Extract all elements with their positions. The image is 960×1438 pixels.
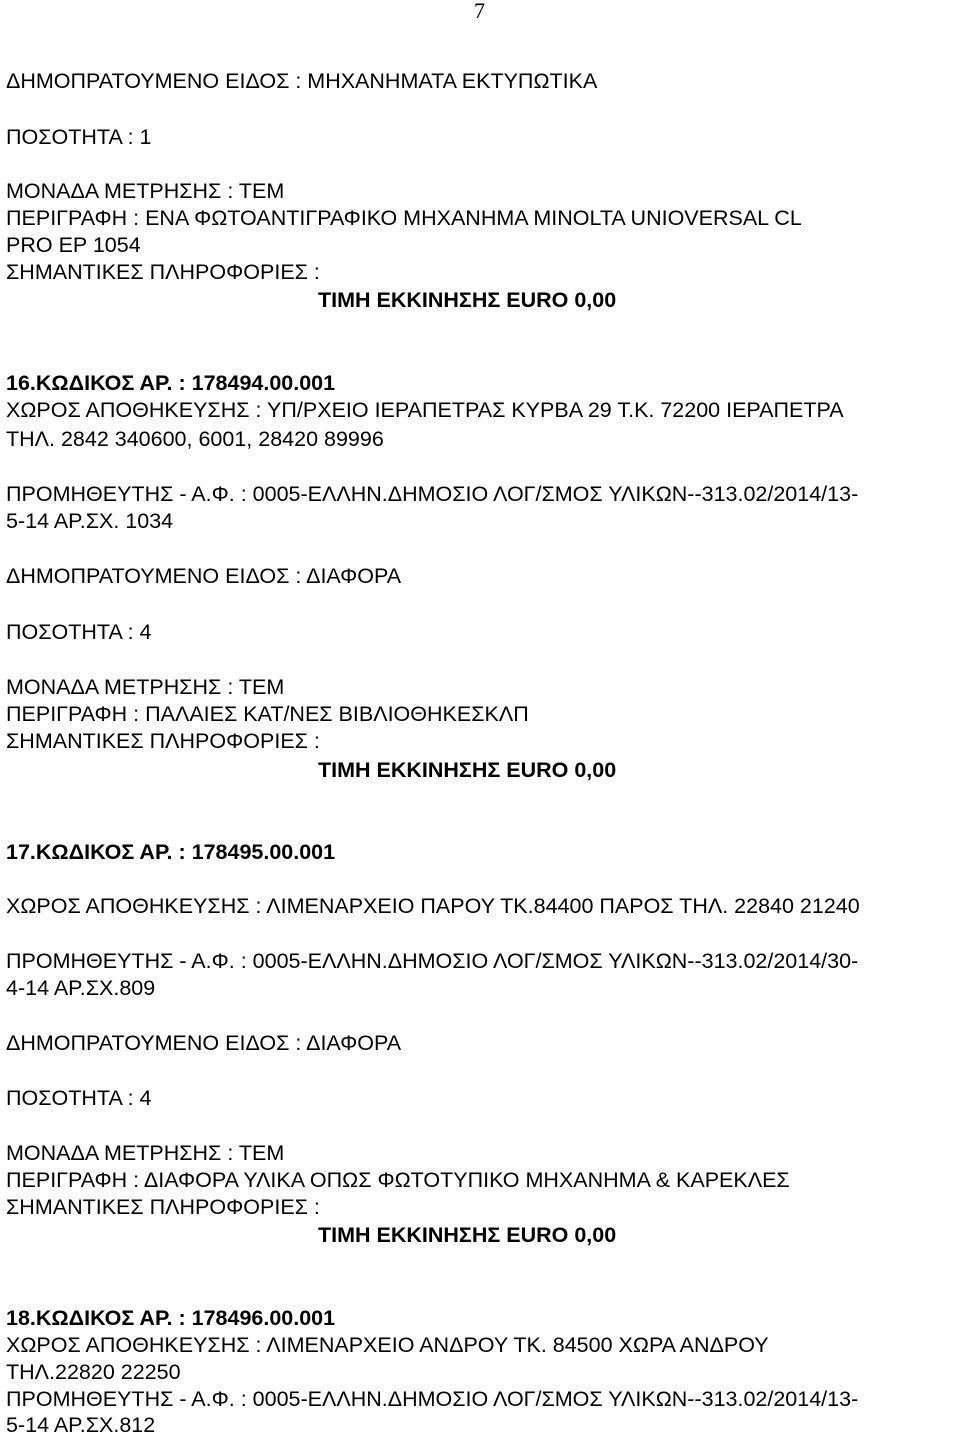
starting-price: ΤΙΜΗ ΕΚΚΙΝΗΣΗΣ EURO 0,00	[318, 288, 617, 312]
supplier-continued: 5-14 ΑΡ.ΣΧ.812	[6, 1413, 156, 1437]
item-type: ΔΗΜΟΠΡΑΤΟΥΜΕΝΟ ΕΙΔΟΣ : ΔΙΑΦΟΡΑ	[6, 1031, 402, 1055]
storage-location: ΧΩΡΟΣ ΑΠΟΘΗΚΕΥΣΗΣ : ΥΠ/ΡΧΕΙΟ ΙΕΡΑΠΕΤΡΑΣ ΚΥΡΒΑ 29 Τ.Κ. 72200 ΙΕΡΑΠΕΤΡΑ	[6, 398, 844, 422]
storage-phone: ΤΗΛ.22820 22250	[6, 1360, 181, 1384]
description: ΠΕΡΙΓΡΑΦΗ : ΕΝΑ ΦΩΤΟΑΝΤΙΓΡΑΦΙΚΟ ΜΗΧΑΝΗΜΑ MINOLTA UNIOVERSAL CL	[6, 206, 802, 230]
item-type: ΔΗΜΟΠΡΑΤΟΥΜΕΝΟ ΕΙΔΟΣ : ΜΗΧΑΝΗΜΑΤΑ ΕΚΤΥΠΩΤΙΚΑ	[6, 69, 598, 93]
description-continued: PRO EP 1054	[6, 233, 141, 257]
quantity: ΠΟΣΟΤΗΤΑ : 4	[6, 1086, 152, 1110]
supplier: ΠΡΟΜΗΘΕΥΤΗΣ - Α.Φ. : 0005-ΕΛΛΗΝ.ΔΗΜΟΣΙΟ ΛΟΓ/ΣΜΟΣ ΥΛΙΚΩΝ--313.02/2014/13-	[6, 482, 859, 506]
supplier-continued: 4-14 ΑΡ.ΣΧ.809	[6, 976, 156, 1000]
supplier: ΠΡΟΜΗΘΕΥΤΗΣ - Α.Φ. : 0005-ΕΛΛΗΝ.ΔΗΜΟΣΙΟ ΛΟΓ/ΣΜΟΣ ΥΛΙΚΩΝ--313.02/2014/13-	[6, 1387, 859, 1411]
entry-code: 17.ΚΩΔΙΚΟΣ ΑΡ. : 178495.00.001	[6, 840, 336, 864]
important-info: ΣΗΜΑΝΤΙΚΕΣ ΠΛΗΡΟΦΟΡΙΕΣ :	[6, 260, 320, 284]
page-number: 7	[474, 0, 485, 23]
quantity: ΠΟΣΟΤΗΤΑ : 1	[6, 125, 152, 149]
starting-price: ΤΙΜΗ ΕΚΚΙΝΗΣΗΣ EURO 0,00	[318, 758, 617, 782]
supplier: ΠΡΟΜΗΘΕΥΤΗΣ - Α.Φ. : 0005-ΕΛΛΗΝ.ΔΗΜΟΣΙΟ ΛΟΓ/ΣΜΟΣ ΥΛΙΚΩΝ--313.02/2014/30-	[6, 949, 859, 973]
entry-code: 18.ΚΩΔΙΚΟΣ ΑΡ. : 178496.00.001	[6, 1306, 336, 1330]
description: ΠΕΡΙΓΡΑΦΗ : ΠΑΛΑΙΕΣ ΚΑΤ/ΝΕΣ ΒΙΒΛΙΟΘΗΚΕΣΚΛΠ	[6, 702, 529, 726]
important-info: ΣΗΜΑΝΤΙΚΕΣ ΠΛΗΡΟΦΟΡΙΕΣ :	[6, 1195, 320, 1219]
unit-of-measure: ΜΟΝΑΔΑ ΜΕΤΡΗΣΗΣ : ΤΕΜ	[6, 675, 285, 699]
storage-location: ΧΩΡΟΣ ΑΠΟΘΗΚΕΥΣΗΣ : ΛΙΜΕΝΑΡΧΕΙΟ ΑΝΔΡΟΥ ΤΚ. 84500 ΧΩΡΑ ΑΝΔΡΟΥ	[6, 1333, 769, 1357]
storage-location: ΧΩΡΟΣ ΑΠΟΘΗΚΕΥΣΗΣ : ΛΙΜΕΝΑΡΧΕΙΟ ΠΑΡΟΥ ΤΚ.84400 ΠΑΡΟΣ ΤΗΛ. 22840 21240	[6, 894, 860, 918]
unit-of-measure: ΜΟΝΑΔΑ ΜΕΤΡΗΣΗΣ : ΤΕΜ	[6, 179, 285, 203]
supplier-continued: 5-14 ΑΡ.ΣΧ. 1034	[6, 509, 174, 533]
starting-price: ΤΙΜΗ ΕΚΚΙΝΗΣΗΣ EURO 0,00	[318, 1223, 617, 1247]
item-type: ΔΗΜΟΠΡΑΤΟΥΜΕΝΟ ΕΙΔΟΣ : ΔΙΑΦΟΡΑ	[6, 564, 402, 588]
important-info: ΣΗΜΑΝΤΙΚΕΣ ΠΛΗΡΟΦΟΡΙΕΣ :	[6, 729, 320, 753]
unit-of-measure: ΜΟΝΑΔΑ ΜΕΤΡΗΣΗΣ : ΤΕΜ	[6, 1141, 285, 1165]
entry-code: 16.ΚΩΔΙΚΟΣ ΑΡ. : 178494.00.001	[6, 371, 336, 395]
quantity: ΠΟΣΟΤΗΤΑ : 4	[6, 620, 152, 644]
description: ΠΕΡΙΓΡΑΦΗ : ΔΙΑΦΟΡΑ ΥΛΙΚΑ ΟΠΩΣ ΦΩΤΟΤΥΠΙΚΟ ΜΗΧΑΝΗΜΑ & ΚΑΡΕΚΛΕΣ	[6, 1168, 790, 1192]
storage-phone: ΤΗΛ. 2842 340600, 6001, 28420 89996	[6, 427, 384, 451]
